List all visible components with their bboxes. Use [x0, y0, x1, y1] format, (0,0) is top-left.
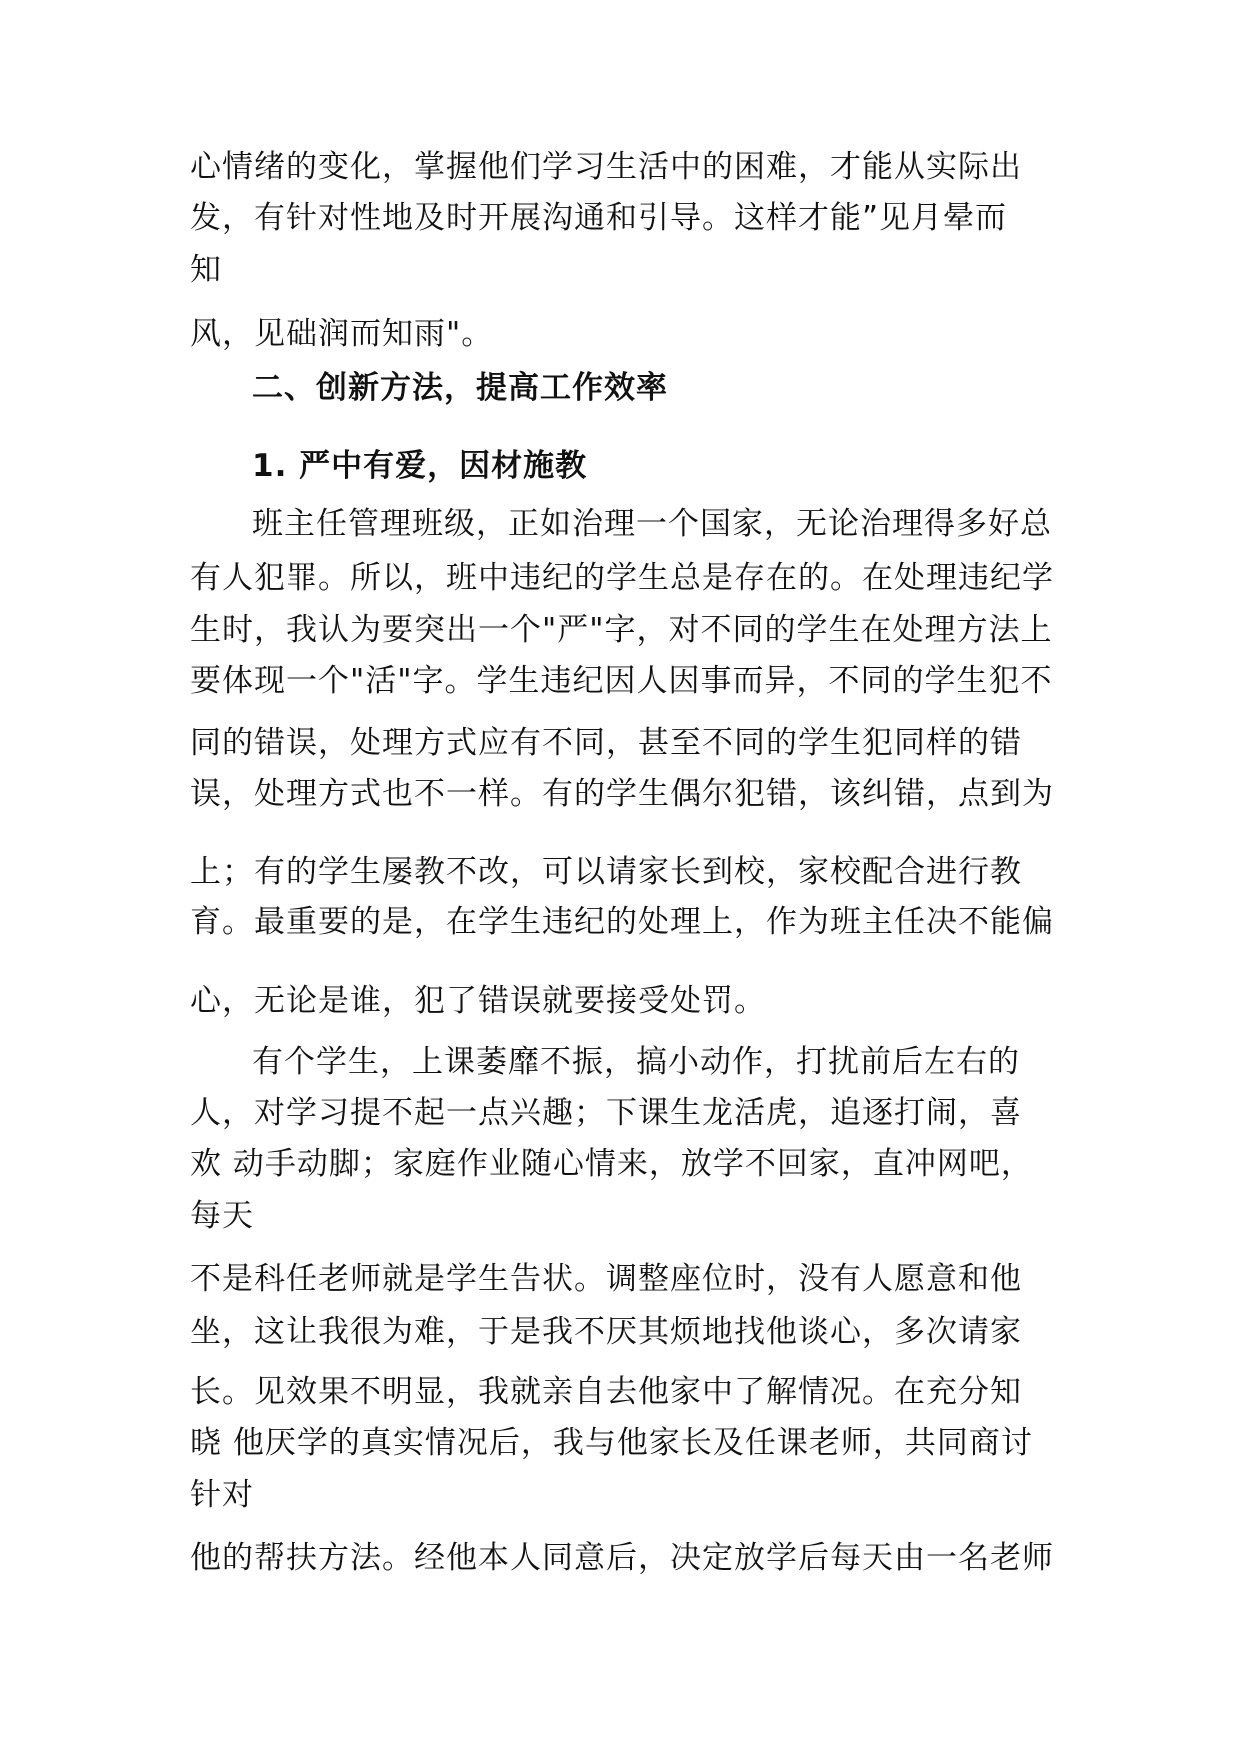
paragraph-line: 每天 [190, 1198, 254, 1234]
paragraph-line: 知 [190, 252, 222, 288]
paragraph-line: 发，有针对性地及时开展沟通和引导。这样才能”见月晕而 [190, 200, 1008, 236]
paragraph-line: 心，无论是谁，犯了错误就要接受处罚。 [190, 983, 766, 1019]
paragraph-line: 生时，我认为要突出一个"严"字，对不同的学生在处理方法上 [190, 612, 1053, 648]
paragraph-line: 心情绪的变化，掌握他们学习生活中的困难，才能从实际出 [190, 149, 1022, 185]
paragraph-line: 误，处理方式也不一样。有的学生偶尔犯错，该纠错，点到为 [190, 776, 1054, 812]
paragraph-line: 晓 他厌学的真实情况后，我与他家长及任课老师，共同商讨 [190, 1425, 1033, 1461]
paragraph-line: 风，见础润而知雨"。 [190, 316, 494, 352]
paragraph-line: 有人犯罪。所以，班中违纪的学生总是存在的。在处理违纪学 [190, 560, 1054, 596]
subsection-heading: 1. 严中有爱，因材施教 [252, 448, 588, 484]
paragraph-line: 他的帮扶方法。经他本人同意后，决定放学后每天由一名老师 [190, 1540, 1054, 1576]
paragraph-line: 长。见效果不明显，我就亲自去他家中了解情况。在充分知 [190, 1374, 1022, 1410]
paragraph-line: 育。最重要的是，在学生违纪的处理上，作为班主任决不能偏 [190, 904, 1054, 940]
paragraph-line: 班主任管理班级，正如治理一个国家，无论治理得多好总 [252, 506, 1052, 542]
paragraph-line: 坐，这让我很为难，于是我不厌其烦地找他谈心，多次请家 [190, 1314, 1022, 1350]
paragraph-line: 要体现一个"活"字。学生违纪因人因事而异，不同的学生犯不 [190, 663, 1053, 699]
paragraph-line: 同的错误，处理方式应有不同，甚至不同的学生犯同样的错 [190, 725, 1022, 761]
paragraph-line: 上；有的学生屡教不改，可以请家长到校，家校配合进行教 [190, 854, 1022, 890]
paragraph-line: 针对 [190, 1477, 254, 1513]
paragraph-line: 不是科任老师就是学生告状。调整座位时，没有人愿意和他 [190, 1261, 1022, 1297]
paragraph-line: 人，对学习提不起一点兴趣；下课生龙活虎，追逐打闹，喜 [190, 1095, 1022, 1131]
paragraph-line: 有个学生，上课萎靡不振，搞小动作，打扰前后左右的 [252, 1044, 1020, 1080]
paragraph-line: 欢 动手动脚；家庭作业随心情来，放学不回家，直冲网吧， [190, 1146, 1033, 1182]
section-heading: 二、创新方法，提高工作效率 [252, 370, 668, 406]
